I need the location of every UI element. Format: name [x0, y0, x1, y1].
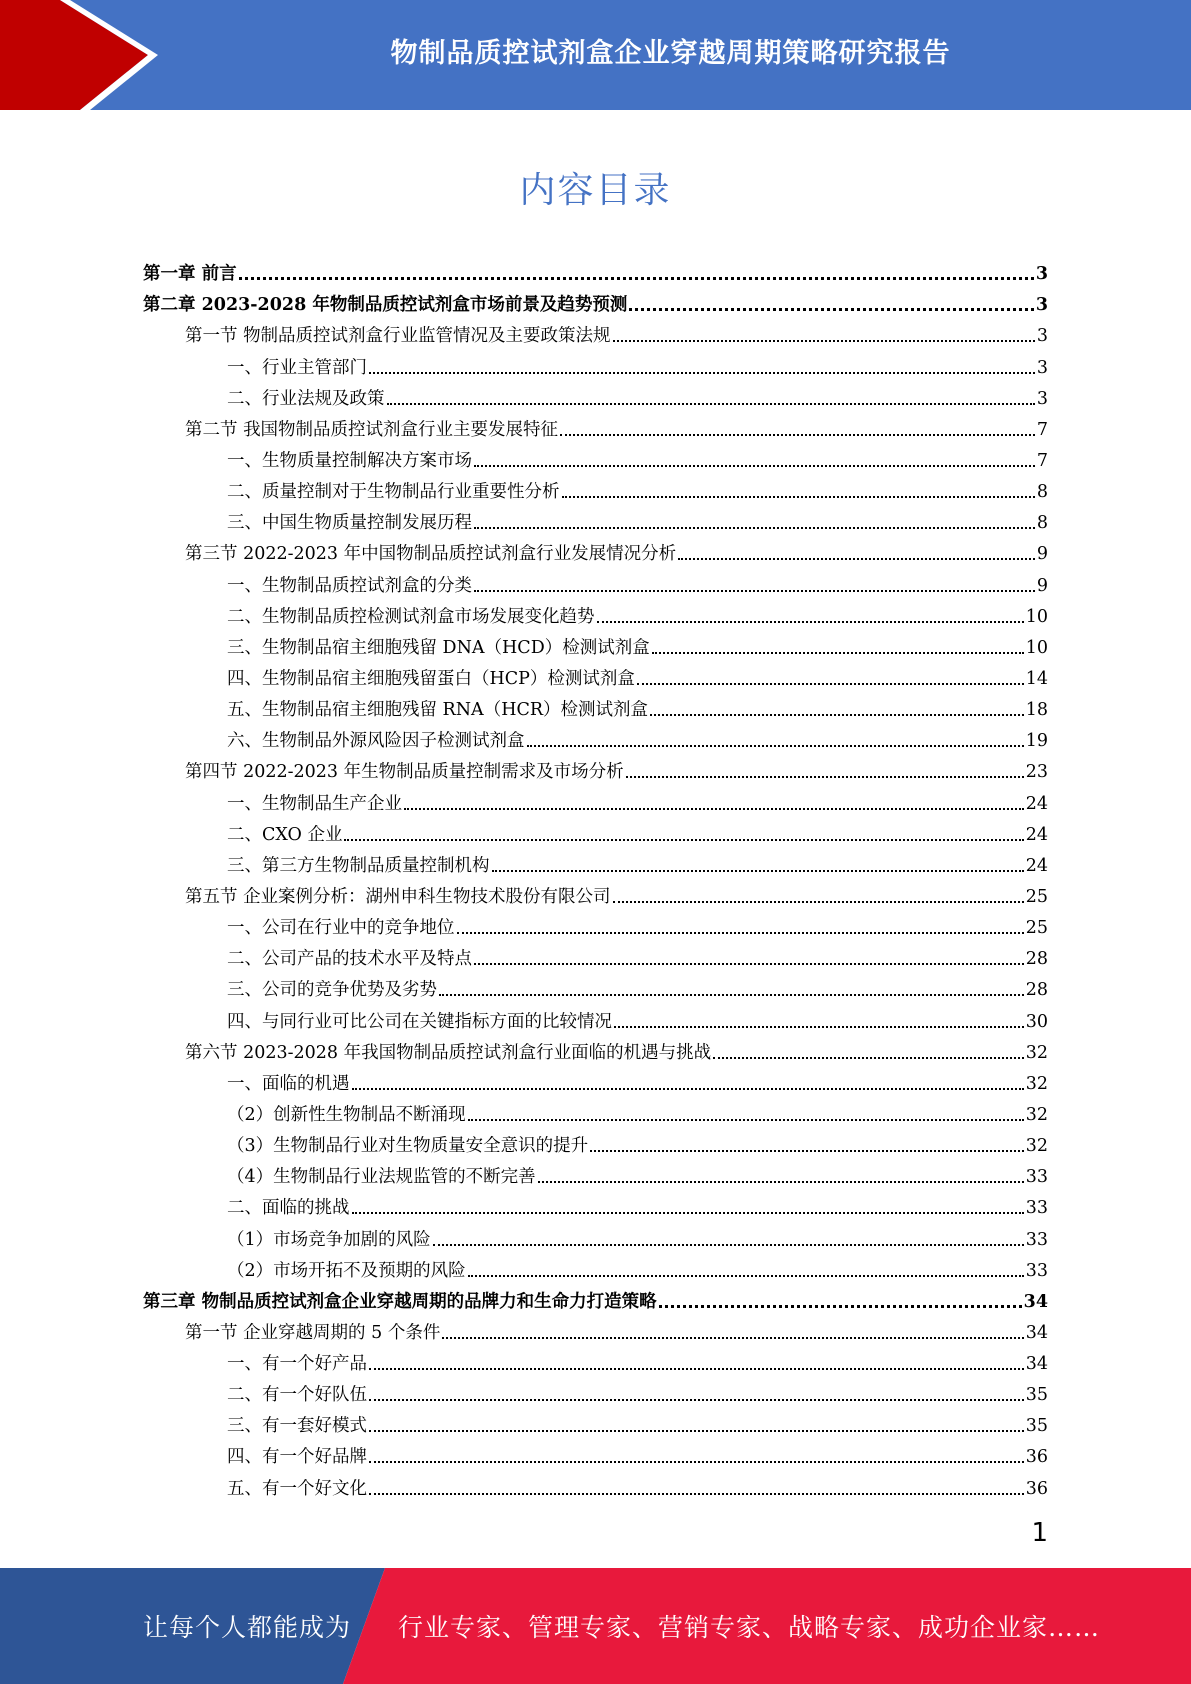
- toc-entry-label: 第六节 2023-2028 年我国物制品质控试剂盒行业面临的机遇与挑战: [185, 1042, 712, 1063]
- toc-entry-label: 一、面临的机遇: [227, 1073, 350, 1094]
- toc-leader-dots: [562, 494, 1035, 498]
- toc-leader-dots: [474, 588, 1035, 592]
- toc-heading: 内容目录: [519, 170, 672, 211]
- footer-slogan-left: 让每个人都能成为: [143, 1613, 352, 1642]
- toc-entry-label: 二、质量控制对于生物制品行业重要性分析: [227, 482, 560, 503]
- toc-entry-label: 三、中国生物质量控制发展历程: [227, 513, 472, 534]
- toc-entry-page: 33: [1025, 1229, 1048, 1250]
- toc-entry-page: 33: [1025, 1167, 1048, 1188]
- toc-entry[interactable]: [143, 565, 1048, 596]
- toc-entry[interactable]: [143, 347, 1048, 378]
- toc-entry-label: 二、生物制品质控检测试剂盒市场发展变化趋势: [227, 606, 595, 627]
- toc-entry[interactable]: [143, 1313, 1048, 1344]
- page-header: [0, 0, 1191, 110]
- toc-entry[interactable]: [143, 877, 1048, 908]
- toc-entry[interactable]: [143, 316, 1048, 347]
- toc-leader-dots: [597, 619, 1024, 623]
- toc-entry-page: 25: [1025, 918, 1048, 939]
- toc-entry-label: 第三节 2022-2023 年中国物制品质控试剂盒行业发展情况分析: [185, 544, 677, 565]
- toc-entry[interactable]: [143, 503, 1048, 534]
- toc-entry-page: 24: [1025, 824, 1048, 845]
- toc-leader-dots: [538, 1179, 1024, 1183]
- toc-entry[interactable]: [143, 970, 1048, 1001]
- toc-leader-dots: [678, 556, 1035, 560]
- toc-leader-dots: [433, 1242, 1024, 1246]
- page-number: 1: [1031, 1518, 1048, 1548]
- toc-entry-label: （2）市场开拓不及预期的风险: [227, 1260, 466, 1281]
- toc-entry-label: 四、与同行业可比公司在关键指标方面的比较情况: [227, 1011, 612, 1032]
- toc-leader-dots: [560, 432, 1035, 436]
- toc-leader-dots: [369, 1366, 1024, 1370]
- toc-entry[interactable]: [143, 1219, 1048, 1250]
- toc-entry-page: 34: [1025, 1354, 1048, 1375]
- toc-entry-label: 一、行业主管部门: [227, 357, 367, 378]
- toc-entry-label: 五、生物制品宿主细胞残留 RNA（HCR）检测试剂盒: [227, 700, 649, 721]
- page-footer: [0, 1568, 1191, 1684]
- toc-leader-dots: [713, 1055, 1024, 1059]
- toc-entry[interactable]: [143, 783, 1048, 814]
- toc-leader-dots: [613, 899, 1024, 903]
- toc-leader-dots: [387, 401, 1035, 405]
- toc-entry-page: 8: [1036, 482, 1048, 503]
- toc-entry-page: 28: [1025, 949, 1048, 970]
- toc-entry[interactable]: [143, 1282, 1048, 1313]
- toc-entry-label: 一、有一个好产品: [227, 1354, 367, 1375]
- toc-entry[interactable]: [143, 939, 1048, 970]
- toc-entry[interactable]: [143, 721, 1048, 752]
- toc-leader-dots: [404, 806, 1024, 810]
- toc-entry-page: 3: [1036, 388, 1048, 409]
- toc-entry-page: 32: [1025, 1073, 1048, 1094]
- toc-entry-page: 33: [1025, 1198, 1048, 1219]
- toc-entry-page: 35: [1025, 1385, 1048, 1406]
- toc-leader-dots: [626, 774, 1024, 778]
- toc-entry[interactable]: [143, 441, 1048, 472]
- toc-entry[interactable]: [143, 752, 1048, 783]
- toc-entry-page: 25: [1025, 886, 1048, 907]
- toc-leader-dots: [659, 1303, 1022, 1308]
- toc-leader-dots: [474, 961, 1024, 965]
- toc-leader-dots: [344, 837, 1023, 841]
- toc-entry-page: 9: [1036, 544, 1048, 565]
- toc-entry-page: 36: [1025, 1478, 1048, 1499]
- toc-entry-page: 3: [1036, 326, 1048, 347]
- toc-entry[interactable]: [143, 472, 1048, 503]
- toc-entry-page: 3: [1036, 357, 1048, 378]
- toc-entry-label: 四、有一个好品牌: [227, 1447, 367, 1468]
- toc-entry-label: 二、面临的挑战: [227, 1198, 350, 1219]
- toc-entry[interactable]: [143, 908, 1048, 939]
- toc-entry-label: 一、生物制品质控试剂盒的分类: [227, 575, 472, 596]
- toc-entry-label: 第五节 企业案例分析：湖州申科生物技术股份有限公司: [185, 886, 611, 907]
- toc-entry[interactable]: [143, 410, 1048, 441]
- toc-entry[interactable]: [143, 379, 1048, 410]
- toc-leader-dots: [239, 275, 1034, 280]
- toc-entry-page: 3: [1035, 264, 1048, 285]
- toc-entry-label: 二、行业法规及政策: [227, 388, 385, 409]
- toc-entry[interactable]: [143, 1251, 1048, 1282]
- toc-leader-dots: [352, 1086, 1024, 1090]
- toc-entry[interactable]: [143, 846, 1048, 877]
- toc-entry[interactable]: [143, 1001, 1048, 1032]
- toc-entry-label: 一、生物质量控制解决方案市场: [227, 450, 472, 471]
- toc-leader-dots: [527, 743, 1024, 747]
- toc-entry-page: 8: [1036, 513, 1048, 534]
- toc-entry[interactable]: [143, 1188, 1048, 1219]
- toc-entry-page: 24: [1025, 855, 1048, 876]
- toc-entry[interactable]: [143, 534, 1048, 565]
- toc-leader-dots: [474, 463, 1035, 467]
- toc-leader-dots: [492, 868, 1024, 872]
- toc-entry-page: 35: [1025, 1416, 1048, 1437]
- toc-entry-label: （3）生物制品行业对生物质量安全意识的提升: [227, 1136, 589, 1157]
- toc-entry-page: 32: [1025, 1042, 1048, 1063]
- toc-entry[interactable]: [143, 1437, 1048, 1468]
- toc-entry-label: 一、生物制品生产企业: [227, 793, 402, 814]
- toc-entry-page: 34: [1025, 1322, 1048, 1343]
- toc-entry-label: 六、生物制品外源风险因子检测试剂盒: [227, 731, 525, 752]
- toc-entry-label: 二、有一个好队伍: [227, 1385, 367, 1406]
- toc-leader-dots: [650, 712, 1024, 716]
- toc-entry-label: 一、公司在行业中的竞争地位: [227, 918, 455, 939]
- toc-entry-label: 四、生物制品宿主细胞残留蛋白（HCP）检测试剂盒: [227, 668, 635, 689]
- toc-entry-label: （1）市场竞争加剧的风险: [227, 1229, 431, 1250]
- toc-entry-label: 五、有一个好文化: [227, 1478, 367, 1499]
- toc-entry-label: （4）生物制品行业法规监管的不断完善: [227, 1167, 536, 1188]
- toc-leader-dots: [442, 1335, 1023, 1339]
- toc-entry-page: 7: [1036, 419, 1048, 440]
- toc-entry[interactable]: [143, 1468, 1048, 1499]
- toc-entry[interactable]: [143, 1033, 1048, 1064]
- toc-entry-label: 三、公司的竞争优势及劣势: [227, 980, 437, 1001]
- toc-entry[interactable]: [143, 254, 1048, 285]
- toc-leader-dots: [590, 1148, 1024, 1152]
- toc-entry-page: 10: [1025, 606, 1048, 627]
- toc-entry-page: 32: [1025, 1136, 1048, 1157]
- toc-entry[interactable]: [143, 815, 1048, 846]
- toc-entry-page: 36: [1025, 1447, 1048, 1468]
- toc-leader-dots: [369, 370, 1035, 374]
- toc-leader-dots: [369, 1428, 1024, 1432]
- toc-entry-page: 32: [1025, 1104, 1048, 1125]
- toc-entry-label: 第一节 物制品质控试剂盒行业监管情况及主要政策法规: [185, 326, 611, 347]
- toc-entry[interactable]: [143, 1406, 1048, 1437]
- toc-entry-page: 24: [1025, 793, 1048, 814]
- toc-leader-dots: [369, 1459, 1024, 1463]
- toc-entry-label: 二、CXO 企业: [227, 824, 343, 845]
- toc-entry-label: 第四节 2022-2023 年生物制品质量控制需求及市场分析: [185, 762, 624, 783]
- toc-entry[interactable]: [143, 1095, 1048, 1126]
- toc-entry-page: 33: [1025, 1260, 1048, 1281]
- toc-entry-label: 第一节 企业穿越周期的 5 个条件: [185, 1322, 441, 1343]
- toc-entry-page: 7: [1036, 450, 1048, 471]
- toc-entry[interactable]: [143, 628, 1048, 659]
- table-of-contents: [143, 254, 1048, 1500]
- toc-entry[interactable]: [143, 1375, 1048, 1406]
- toc-leader-dots: [369, 1491, 1024, 1495]
- toc-entry[interactable]: [143, 597, 1048, 628]
- toc-entry-label: （2）创新性生物制品不断涌现: [227, 1104, 466, 1125]
- toc-entry-page: 3: [1035, 295, 1048, 316]
- report-title: 物制品质控试剂盒企业穿越周期策略研究报告: [390, 37, 951, 69]
- toc-entry-label: 第一章 前言: [143, 264, 237, 285]
- toc-entry-page: 19: [1025, 731, 1048, 752]
- toc-entry[interactable]: [143, 659, 1048, 690]
- toc-entry-page: 30: [1025, 1011, 1048, 1032]
- toc-entry[interactable]: [143, 690, 1048, 721]
- toc-entry-label: 第二节 我国物制品质控试剂盒行业主要发展特征: [185, 419, 559, 440]
- toc-leader-dots: [637, 681, 1024, 685]
- toc-entry-label: 第三章 物制品质控试剂盒企业穿越周期的品牌力和生命力打造策略: [143, 1291, 657, 1312]
- toc-leader-dots: [629, 306, 1033, 311]
- toc-entry-label: 二、公司产品的技术水平及特点: [227, 949, 472, 970]
- toc-entry[interactable]: [143, 285, 1048, 316]
- toc-leader-dots: [439, 992, 1024, 996]
- toc-entry-label: 第二章 2023-2028 年物制品质控试剂盒市场前景及趋势预测: [143, 295, 628, 316]
- toc-entry[interactable]: [143, 1344, 1048, 1375]
- toc-entry-label: 三、生物制品宿主细胞残留 DNA（HCD）检测试剂盒: [227, 637, 650, 658]
- toc-leader-dots: [468, 1117, 1024, 1121]
- toc-leader-dots: [468, 1273, 1024, 1277]
- toc-entry[interactable]: [143, 1126, 1048, 1157]
- toc-leader-dots: [652, 650, 1024, 654]
- toc-entry-page: 14: [1025, 668, 1048, 689]
- toc-entry[interactable]: [143, 1157, 1048, 1188]
- toc-leader-dots: [614, 1024, 1024, 1028]
- toc-entry-page: 10: [1025, 637, 1048, 658]
- toc-leader-dots: [613, 338, 1035, 342]
- toc-entry-page: 34: [1023, 1291, 1048, 1312]
- toc-entry-page: 18: [1025, 700, 1048, 721]
- toc-leader-dots: [474, 525, 1035, 529]
- toc-entry-label: 三、有一套好模式: [227, 1416, 367, 1437]
- toc-entry-page: 23: [1025, 762, 1048, 783]
- toc-leader-dots: [369, 1397, 1024, 1401]
- toc-entry-page: 9: [1036, 575, 1048, 596]
- footer-slogan-right: 行业专家、管理专家、营销专家、战略专家、成功企业家……: [398, 1613, 1101, 1642]
- toc-leader-dots: [352, 1210, 1024, 1214]
- toc-leader-dots: [457, 930, 1024, 934]
- toc-entry-page: 28: [1025, 980, 1048, 1001]
- toc-entry-label: 三、第三方生物制品质量控制机构: [227, 855, 490, 876]
- toc-entry[interactable]: [143, 1064, 1048, 1095]
